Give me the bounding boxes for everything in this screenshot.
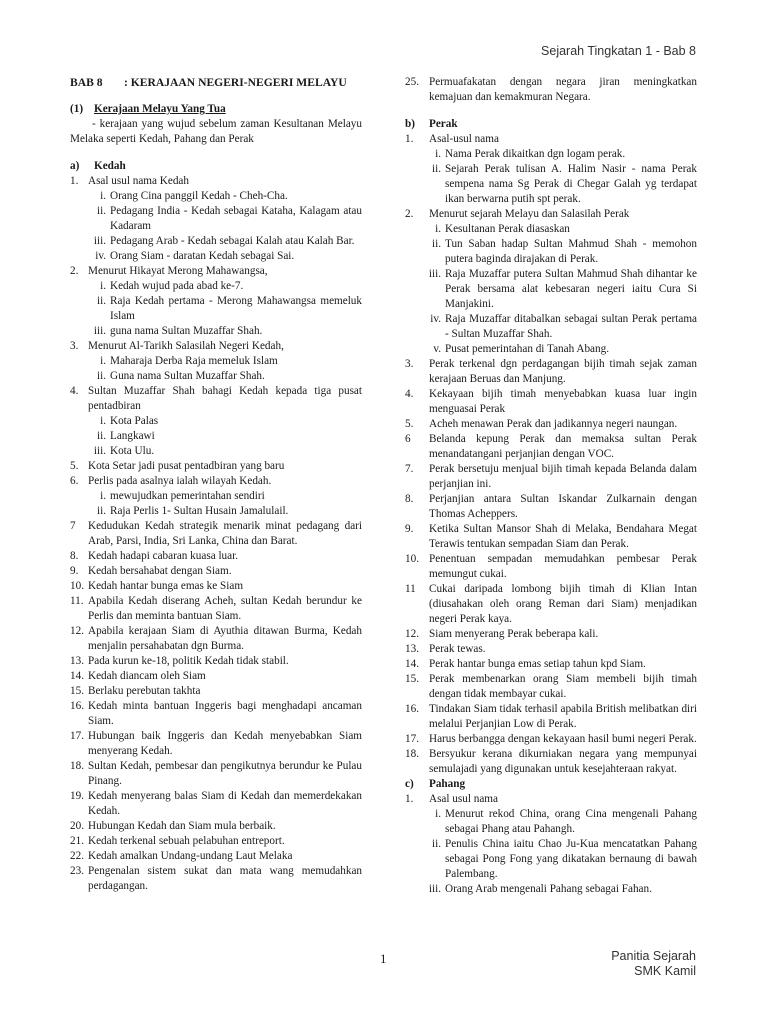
page-footer [611, 949, 696, 979]
list-item-text: Asal usul nama Kedah [88, 175, 189, 187]
list-item [405, 582, 697, 627]
list-item-text: Perak tewas. [429, 643, 486, 655]
list-item [70, 459, 362, 474]
list-item-number: 3. [405, 358, 414, 370]
sub-list-item-text: Raja Muzaffar ditabalkan sebagai sultan Perak pertama - Sultan Muzaffar Shah. [445, 313, 697, 340]
list-item-text: Menurut sejarah Melayu dan Salasilah Perak [429, 208, 630, 220]
list-item-number: 7 [70, 520, 76, 532]
sub-list-item [405, 222, 697, 237]
list-item-number: 9. [70, 565, 79, 577]
list-item [70, 654, 362, 669]
sub-list-item-text: Tun Saban hadap Sultan Mahmud Shah - memohon putera baginda dirajakan di Perak. [445, 238, 697, 265]
list-item-text: Perjanjian antara Sultan Iskandar Zulkarnain dengan Thomas Acheppers. [429, 493, 697, 520]
list-item-text: Hubungan Kedah dan Siam mula berbaik. [88, 820, 276, 832]
list-item [70, 384, 362, 414]
list-item-text: Cukai daripada lombong bijih timah di Klian Intan (diusahakan oleh orang Reman dari Siam) menjadikan negeri Perak kaya. [429, 583, 697, 625]
perak-list [405, 132, 697, 777]
sub-list-item-text: mewujudkan pemerintahan sendiri [110, 490, 265, 502]
section-heading [70, 102, 362, 117]
list-item [70, 579, 362, 594]
subsection-title: Perak [429, 118, 458, 130]
sub-list-item [70, 354, 362, 369]
list-item [405, 432, 697, 462]
sub-list-item-text: Kedah wujud pada abad ke-7. [110, 280, 244, 292]
sub-list-item-text: Guna nama Sultan Muzaffar Shah. [110, 370, 265, 382]
sub-list-item [405, 882, 697, 897]
list-item-text: Sultan Kedah, pembesar dan pengikutnya berundur ke Pulau Pinang. [88, 760, 362, 787]
list-item-text: Kedah amalkan Undang-undang Laut Melaka [88, 850, 293, 862]
list-item-number: 17. [405, 733, 419, 745]
subsection-title: Pahang [429, 778, 466, 790]
list-item-text: Acheh menawan Perak dan jadikannya negeri naungan. [429, 418, 678, 430]
list-item-number: 7. [405, 463, 414, 475]
sub-list-item-number: i. [435, 808, 441, 820]
sub-list-item [70, 324, 362, 339]
sub-list-item [405, 837, 697, 882]
subsection-heading-perak [405, 117, 697, 132]
sub-list-item-text: Pedagang India - Kedah sebagai Kataha, Kalagam atau Kadaram [110, 205, 362, 232]
list-item-text: Menurut Hikayat Merong Mahawangsa, [88, 265, 268, 277]
list-item [70, 729, 362, 759]
list-item-number: 13. [70, 655, 84, 667]
list-item-number: 5. [70, 460, 79, 472]
list-item-number: 13. [405, 643, 419, 655]
sub-list-item-number: i. [100, 490, 106, 502]
page-header: Sejarah Tingkatan 1 - Bab 8 [541, 44, 696, 58]
kedah-list [70, 174, 362, 894]
sub-list-item-text: Sejarah Perak tulisan A. Halim Nasir - nama Perak sempena nama Sg Perak di Chegar Galah yg terdapat ikan berwarna putih spt perak. [445, 163, 697, 205]
right-column [405, 75, 697, 897]
list-item-text: Permuafakatan dengan negara jiran meningkatkan kemajuan dan kemakmuran Negara. [429, 76, 697, 103]
sub-list-item-text: Maharaja Derba Raja memeluk Islam [110, 355, 278, 367]
list-item [405, 75, 697, 105]
sub-list-item-text: guna nama Sultan Muzaffar Shah. [110, 325, 263, 337]
list-item-text: Pada kurun ke-18, politik Kedah tidak stabil. [88, 655, 289, 667]
list-item-text: Belanda kepung Perak dan memaksa sultan Perak menandatangani perjanjian dengan VOC. [429, 433, 697, 460]
list-item [405, 792, 697, 807]
list-item [405, 357, 697, 387]
list-item [405, 492, 697, 522]
sub-list-item-number: ii. [431, 838, 441, 850]
sub-list-item-number: iii. [93, 445, 106, 457]
sub-list-item [405, 267, 697, 312]
sub-list-item-number: iii. [93, 325, 106, 337]
sub-list-item-text: Kesultanan Perak diasaskan [445, 223, 570, 235]
sub-list-item [405, 342, 697, 357]
list-item-text: Penentuan sempadan memudahkan pembesar Perak memungut cukai. [429, 553, 697, 580]
sub-list-item-text: Orang Siam - daratan Kedah sebagai Sai. [110, 250, 295, 262]
list-item-text: Kedah bersahabat dengan Siam. [88, 565, 232, 577]
list-item [405, 702, 697, 732]
list-item [405, 642, 697, 657]
sub-list-item-text: Nama Perak dikaitkan dgn logam perak. [445, 148, 626, 160]
footer-line-1: Panitia Sejarah [611, 949, 696, 963]
sub-list-item-text: Langkawi [110, 430, 155, 442]
list-item-text: Kedah menyerang balas Siam di Kedah dan memerdekakan Kedah. [88, 790, 362, 817]
sub-list-item [70, 429, 362, 444]
sub-list-item [70, 189, 362, 204]
subsection-label: b) [405, 118, 415, 130]
list-item [70, 819, 362, 834]
list-item-text: Asal-usul nama [429, 133, 499, 145]
list-item-text: Kedah minta bantuan Inggeris bagi menghadapi ancaman Siam. [88, 700, 362, 727]
list-item [70, 669, 362, 684]
sub-list-item-number: ii. [96, 370, 106, 382]
list-item-number: 20. [70, 820, 84, 832]
list-item-number: 14. [70, 670, 84, 682]
list-item-number: 14. [405, 658, 419, 670]
list-item-text: Tindakan Siam tidak terhasil apabila British melibatkan diri melalui Perjanjian Low di Perak. [429, 703, 697, 730]
sub-list-item [70, 204, 362, 234]
sub-list-item-number: i. [435, 223, 441, 235]
list-item [405, 132, 697, 147]
sub-list-item-number: iii. [428, 268, 441, 280]
list-item-number: 3. [70, 340, 79, 352]
list-item-number: 15. [405, 673, 419, 685]
list-item [70, 684, 362, 699]
subsection-heading-kedah [70, 159, 362, 174]
list-item [70, 834, 362, 849]
list-item-text: Pengenalan sistem sukat dan mata wang memudahkan perdagangan. [88, 865, 362, 892]
list-item-number: 12. [405, 628, 419, 640]
list-item-text: Perak membenarkan orang Siam membeli bijih timah dengan tidak membayar cukai. [429, 673, 697, 700]
list-item [70, 564, 362, 579]
sub-list-item-number: i. [100, 190, 106, 202]
list-item-number: 10. [70, 580, 84, 592]
list-item-number: 11 [405, 583, 416, 595]
list-item [70, 849, 362, 864]
subsection-label: c) [405, 778, 414, 790]
list-item-text: Perlis pada asalnya ialah wilayah Kedah. [88, 475, 272, 487]
sub-list-item-text: Raja Muzaffar putera Sultan Mahmud Shah dihantar ke Perak bersama alat kebesaran negeri iaitu Cura Si Manjakini. [445, 268, 697, 310]
list-item-text: Kota Setar jadi pusat pentadbiran yang baru [88, 460, 285, 472]
sub-list-item [70, 279, 362, 294]
sub-list-item-number: ii. [96, 295, 106, 307]
section-title: Kerajaan Melayu Yang Tua [94, 103, 226, 115]
list-item-text: Hubungan baik Inggeris dan Kedah menyebabkan Siam menyerang Kedah. [88, 730, 362, 757]
kedah-list-continued [405, 75, 697, 105]
list-item [70, 789, 362, 819]
sub-list-item-text: Pusat pemerintahan di Tanah Abang. [445, 343, 609, 355]
list-item [70, 519, 362, 549]
list-item-text: Menurut Al-Tarikh Salasilah Negeri Kedah, [88, 340, 284, 352]
sub-list-item-number: ii. [96, 205, 106, 217]
sub-list-item [70, 249, 362, 264]
list-item-number: 12. [70, 625, 84, 637]
list-item-number: 16. [70, 700, 84, 712]
list-item [405, 522, 697, 552]
list-item [405, 417, 697, 432]
sub-list-item [70, 294, 362, 324]
list-item-number: 5. [405, 418, 414, 430]
list-item-number: 10. [405, 553, 419, 565]
list-item [70, 474, 362, 489]
list-item-number: 6. [70, 475, 79, 487]
sub-list-item [405, 237, 697, 267]
list-item-number: 25. [405, 76, 419, 88]
sub-list-item-number: iii. [428, 883, 441, 895]
list-item [70, 759, 362, 789]
list-item-number: 17. [70, 730, 84, 742]
sub-list-item-number: ii. [96, 505, 106, 517]
list-item [405, 552, 697, 582]
sub-list-item-text: Kota Palas [110, 415, 159, 427]
sub-list-item [405, 162, 697, 207]
sub-list-item-number: i. [100, 280, 106, 292]
sub-list-item-number: v. [433, 343, 441, 355]
sub-list-item [70, 489, 362, 504]
sub-list-item-text: Raja Perlis 1- Sultan Husain Jamalulail. [110, 505, 289, 517]
list-item-number: 1. [405, 133, 414, 145]
list-item-text: Siam menyerang Perak beberapa kali. [429, 628, 599, 640]
subsection-title: Kedah [94, 160, 126, 172]
list-item-number: 16. [405, 703, 419, 715]
list-item-number: 4. [405, 388, 414, 400]
list-item-number: 8. [70, 550, 79, 562]
sub-list-item [70, 234, 362, 249]
list-item-text: Apabila kerajaan Siam di Ayuthia ditawan Burma, Kedah menjalin persahabatan dgn Burma. [88, 625, 362, 652]
sub-list-item-number: i. [100, 355, 106, 367]
list-item-text: Kedah terkenal sebuah pelabuhan entreport. [88, 835, 285, 847]
sub-list-item-text: Orang Arab mengenali Pahang sebagai Fahan. [445, 883, 652, 895]
list-item-number: 1. [70, 175, 79, 187]
list-item [70, 594, 362, 624]
section-description [70, 117, 362, 147]
list-item-text: Perak bersetuju menjual bijih timah kepada Belanda dalam perjanjian ini. [429, 463, 697, 490]
subsection-heading-pahang [405, 777, 697, 792]
sub-list-item [405, 807, 697, 837]
list-item-number: 23. [70, 865, 84, 877]
sub-list-item [70, 444, 362, 459]
left-column [70, 75, 362, 894]
list-item [70, 264, 362, 279]
footer-line-2: SMK Kamil [634, 964, 696, 978]
sub-list-item-text: Orang Cina panggil Kedah - Cheh-Cha. [110, 190, 288, 202]
list-item [405, 207, 697, 222]
list-item-text: Sultan Muzaffar Shah bahagi Kedah kepada tiga pusat pentadbiran [88, 385, 362, 412]
list-item-number: 4. [70, 385, 79, 397]
list-item [405, 672, 697, 702]
sub-list-item-number: i. [100, 415, 106, 427]
sub-list-item [70, 414, 362, 429]
sub-list-item [405, 147, 697, 162]
list-item-number: 6 [405, 433, 411, 445]
list-item-text: Perak terkenal dgn perdagangan bijih timah sejak zaman kerajaan Beruas dan Manjung. [429, 358, 697, 385]
list-item-number: 19. [70, 790, 84, 802]
sub-list-item-number: i. [435, 148, 441, 160]
list-item [70, 339, 362, 354]
list-item [405, 462, 697, 492]
subsection-label: a) [70, 160, 80, 172]
list-item [405, 657, 697, 672]
list-item-text: Kedah hantar bunga emas ke Siam [88, 580, 244, 592]
list-item-number: 11. [70, 595, 84, 607]
list-item-number: 21. [70, 835, 84, 847]
list-item-text: Apabila Kedah diserang Acheh, sultan Kedah berundur ke Perlis dan meminta bantuan Siam. [88, 595, 362, 622]
chapter-number: BAB 8 [70, 76, 103, 89]
list-item-text: Asal usul nama [429, 793, 498, 805]
list-item-number: 18. [70, 760, 84, 772]
sub-list-item-number: ii. [431, 163, 441, 175]
list-item-number: 15. [70, 685, 84, 697]
list-item [70, 699, 362, 729]
list-item [70, 174, 362, 189]
list-item-text: Ketika Sultan Mansor Shah di Melaka, Bendahara Megat Terawis tentukan sempadan Siam dan Perak. [429, 523, 697, 550]
sub-list-item-number: iv. [95, 250, 106, 262]
list-item [70, 549, 362, 564]
list-item-text: Bersyukur kerana dikurniakan negara yang mempunyai semulajadi yang digunakan untuk kesejahteraan rakyat. [429, 748, 697, 775]
list-item-text: Kekayaan bijih timah menyebabkan kuasa luar ingin menguasai Perak [429, 388, 697, 415]
list-item [70, 624, 362, 654]
list-item-text: Kedudukan Kedah strategik menarik minat pedagang dari Arab, Parsi, India, Sri Lanka, China dan Barat. [88, 520, 362, 547]
list-item-number: 2. [405, 208, 414, 220]
list-item [405, 627, 697, 642]
pahang-list [405, 792, 697, 897]
section-number: (1) [70, 103, 84, 115]
list-item-text: Perak hantar bunga emas setiap tahun kpd Siam. [429, 658, 646, 670]
list-item [405, 732, 697, 747]
sub-list-item-number: iv. [430, 313, 441, 325]
sub-list-item-text: Penulis China iaitu Chao Ju-Kua mencatatkan Pahang sebagai Pong Fong yang dikatakan bernaung di bawah Palembang. [445, 838, 697, 880]
sub-list-item-text: Menurut rekod China, orang Cina mengenali Pahang sebagai Phang atau Pahangh. [445, 808, 697, 835]
sub-list-item-number: ii. [431, 238, 441, 250]
list-item-text: Berlaku perebutan takhta [88, 685, 201, 697]
sub-list-item [405, 312, 697, 342]
sub-list-item-text: Pedagang Arab - Kedah sebagai Kalah atau Kalah Bar. [110, 235, 355, 247]
list-item-number: 22. [70, 850, 84, 862]
list-item-number: 2. [70, 265, 79, 277]
list-item-text: Kedah hadapi cabaran kuasa luar. [88, 550, 239, 562]
sub-list-item-number: ii. [96, 430, 106, 442]
list-item-text: Harus berbangga dengan kekayaan hasil bumi negeri Perak. [429, 733, 697, 745]
list-item-number: 1. [405, 793, 414, 805]
list-item-text: Kedah diancam oleh Siam [88, 670, 206, 682]
section-description-text: - kerajaan yang wujud sebelum zaman Kesultanan Melayu Melaka seperti Kedah, Pahang dan Perak [70, 118, 362, 145]
list-item-number: 9. [405, 523, 414, 535]
sub-list-item-number: iii. [93, 235, 106, 247]
list-item-number: 18. [405, 748, 419, 760]
sub-list-item [70, 504, 362, 519]
list-item [405, 747, 697, 777]
sub-list-item-text: Kota Ulu. [110, 445, 155, 457]
sub-list-item-text: Raja Kedah pertama - Merong Mahawangsa memeluk Islam [110, 295, 362, 322]
list-item [70, 864, 362, 894]
page-number: 1 [380, 951, 387, 966]
chapter-heading: : KERAJAAN NEGERI-NEGERI MELAYU [124, 76, 347, 89]
list-item-number: 8. [405, 493, 414, 505]
chapter-title [70, 75, 362, 90]
sub-list-item [70, 369, 362, 384]
list-item [405, 387, 697, 417]
